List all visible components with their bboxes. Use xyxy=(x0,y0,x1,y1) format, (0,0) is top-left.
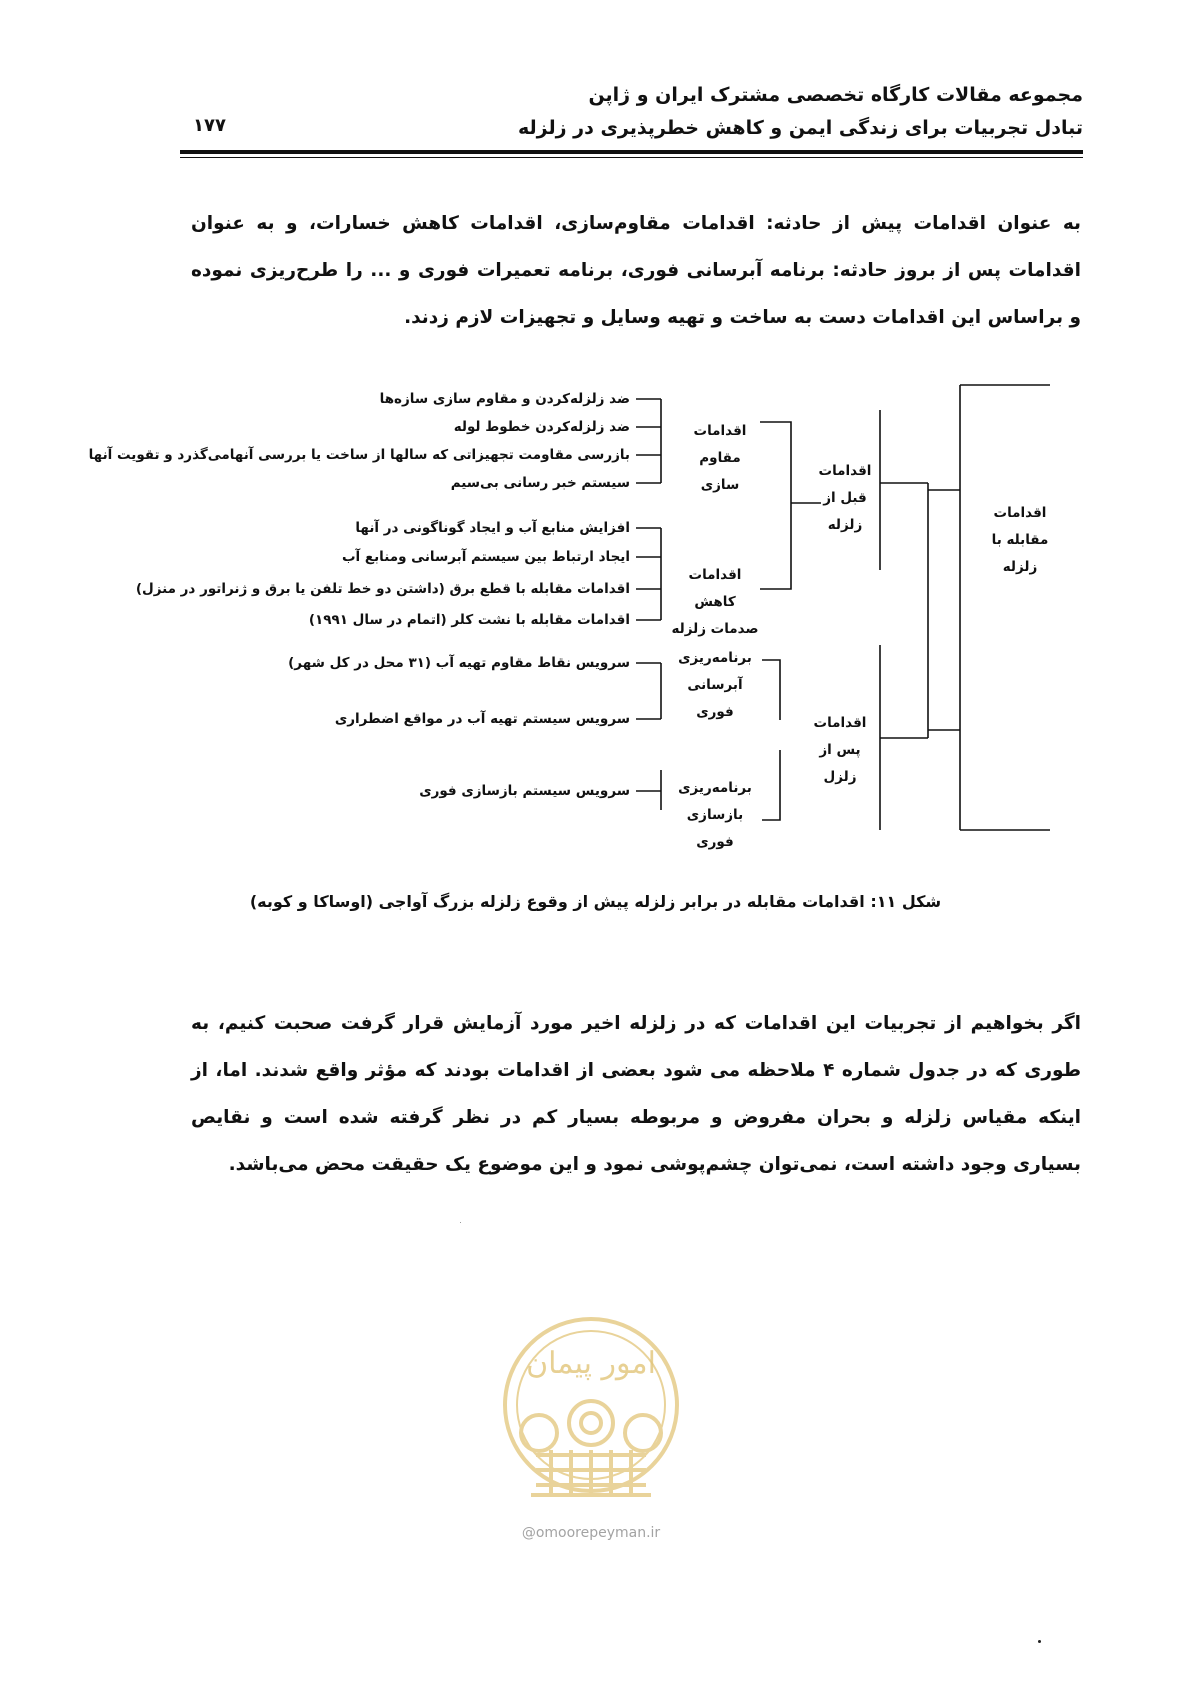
header-rule-thin xyxy=(180,157,1083,158)
body-paragraph-1: به عنوان اقدامات پیش از حادثه: اقدامات مقاوم‌سازی، اقدامات کاهش خسارات، و به عنوان اقدامات پس از بروز حادثه: برنامه آبرسانی فوری، برنامه تعمیرات فوری و ... را طرح‌ریزی نموده و براساس این اقدامات دست به ساخت و تهیه وسایل و تجهیزات لازم زدند. xyxy=(191,213,1081,328)
list-item: سرویس سیستم تهیه آب در مواقع اضطراری xyxy=(334,711,630,727)
page-dot xyxy=(1038,1640,1041,1643)
measures-diagram xyxy=(0,370,1191,870)
group-label-damage-reduction: اقدامات کاهش صدمات زلزله xyxy=(671,567,759,637)
list-item: بازرسی مقاومت تجهیزاتی که سالها از ساخت یا بررسی آنهامی‌گذرد و تقویت آنها xyxy=(88,447,630,463)
list-item: ضد زلزله‌کردن و مقاوم سازی سازه‌ها xyxy=(379,391,630,407)
figure-caption: شکل ۱۱: اقدامات مقابله در برابر زلزله پیش از وقوع زلزله بزرگ آواجی (اوساکا و کوبه) xyxy=(249,892,942,911)
body-paragraph-2: اگر بخواهیم از تجربیات این اقدامات که در زلزله اخیر مورد آزمایش قرار گرفت صحبت کنیم، به طوری که در جدول شماره ۴ ملاحظه می شود بعضی از اقدامات بودند که مؤثر واقع شدند. اما، از اینکه مقیاس زلزله و بحران مفروض و مربوطه بسیار کم در نظر گرفته شده است و نقایص بسیاری وجود داشته است، نمی‌توان چشم‌پوشی نمود و این موضوع یک حقیقت محض می‌باشد. xyxy=(191,1013,1082,1175)
phase-label-before: اقدامات قبل از زلزله xyxy=(818,463,872,533)
list-item: سیستم خبر رسانی بی‌سیم xyxy=(450,475,630,491)
group-label-retrofit: اقدامات مقاوم سازی xyxy=(693,423,747,493)
list-item: سرویس سیستم بازسازی فوری xyxy=(419,783,630,799)
list-item: افزایش منابع آب و ایجاد گوناگونی در آنها xyxy=(355,520,630,536)
list-item: ضد زلزله‌کردن خطوط لوله xyxy=(453,419,630,435)
watermark-site: @omoorepeyman.ir xyxy=(521,1525,661,1541)
journal-title: مجموعه مقالات کارگاه تخصصی مشترک ایران و ژاپن xyxy=(588,84,1083,106)
page-number: ۱۷۷ xyxy=(193,115,226,136)
list-item: سرویس نقاط مقاوم تهیه آب (۳۱ محل در کل شهر) xyxy=(288,655,630,671)
list-item: اقدامات مقابله با نشت کلر (اتمام در سال ۱۹۹۱) xyxy=(308,612,630,628)
speck xyxy=(460,1222,461,1223)
watermark-logo-text: امور پیمان xyxy=(526,1346,656,1381)
watermark-logo xyxy=(491,1305,691,1550)
list-item: ایجاد ارتباط بین سیستم آبرسانی ومنابع آب xyxy=(341,549,630,565)
group-label-reconstruction: برنامه‌ریزی بازسازی فوری xyxy=(678,780,752,850)
phase-label-after: اقدامات پس از زلزل xyxy=(813,715,867,785)
watermark-seal-icon xyxy=(491,1305,691,1550)
header-rule-thick xyxy=(180,150,1083,154)
group-label-water-supply: برنامه‌ریزی آبرسانی فوری xyxy=(678,650,752,720)
list-item: اقدامات مقابله با قطع برق (داشتن دو خط تلفن یا برق و ژنراتور در منزل) xyxy=(135,581,630,597)
root-label: اقدامات مقابله با زلزله xyxy=(991,505,1049,575)
workshop-subtitle: تبادل تجربیات برای زندگی ایمن و کاهش خطرپذیری در زلزله xyxy=(518,117,1083,139)
